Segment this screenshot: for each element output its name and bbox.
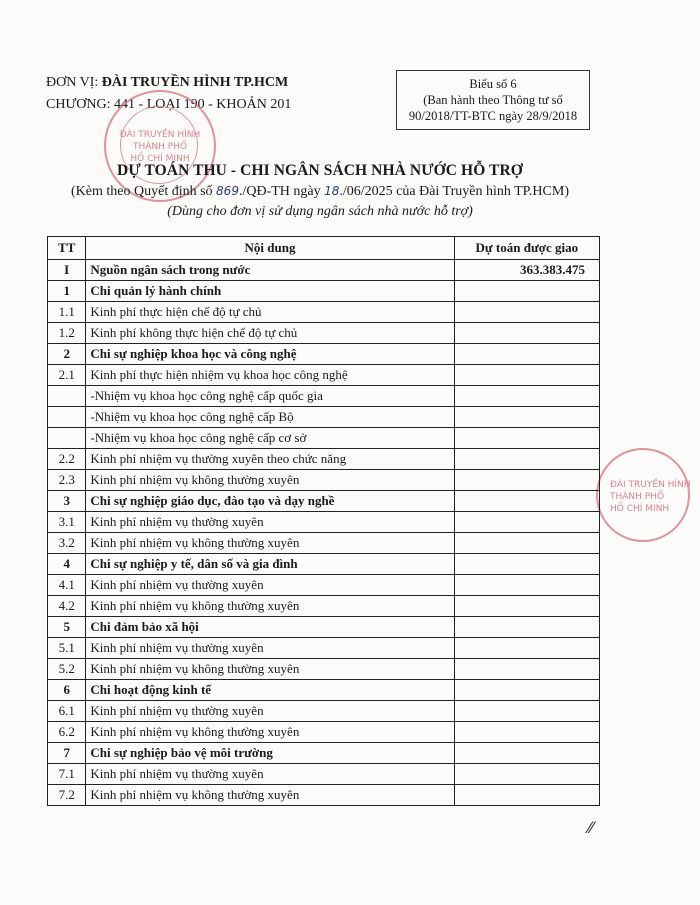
form-number: Biểu số 6 [469, 77, 517, 91]
table-row [48, 323, 600, 344]
row-tt: 7.1 [48, 764, 86, 785]
row-tt: 2.3 [48, 470, 86, 491]
table-row [48, 743, 600, 764]
row-content: Kinh phí nhiệm vụ thường xuyên [86, 764, 454, 785]
seal-text-1: ĐÀI TRUYỀN HÌNH [119, 130, 201, 140]
row-amount [454, 575, 599, 596]
table-row [48, 659, 600, 680]
partial-seal-stamp [596, 448, 690, 542]
decision-prefix: (Kèm theo Quyết định số [71, 184, 217, 199]
row-content: Kinh phí nhiệm vụ thường xuyên [86, 638, 454, 659]
partial-seal-text-2: THÀNH PHỐ [610, 492, 665, 502]
header-tt: TT [48, 237, 86, 260]
unit-name: ĐÀI TRUYỀN HÌNH TP.HCM [101, 75, 289, 90]
row-content: Kinh phí thực hiện chế độ tự chủ [86, 302, 454, 323]
form-circular-date: 90/2018/TT-BTC ngày 28/9/2018 [408, 109, 578, 123]
row-tt: 3 [48, 491, 86, 512]
budget-table [47, 236, 600, 806]
row-content: Kinh phí nhiệm vụ thường xuyên [86, 512, 454, 533]
form-number-box [396, 70, 590, 130]
table-row [48, 449, 600, 470]
row-content: Kinh phí thực hiện nhiệm vụ khoa học công nghệ [86, 365, 454, 386]
row-content: Chi đảm bảo xã hội [86, 617, 454, 638]
table-row [48, 428, 600, 449]
chapter-line: CHƯƠNG: 441 - LOẠI 190 - KHOẢN 201 [46, 97, 292, 112]
row-amount [454, 281, 599, 302]
row-amount [454, 554, 599, 575]
row-tt [48, 386, 86, 407]
partial-seal-text-1: ĐÀI TRUYỀN HÌNH [610, 480, 691, 490]
form-circular-line: (Ban hành theo Thông tư số [423, 93, 563, 107]
row-tt: 6.2 [48, 722, 86, 743]
row-tt: 5 [48, 617, 86, 638]
row-amount [454, 344, 599, 365]
row-content: Chi hoạt động kinh tế [86, 680, 454, 701]
table-row [48, 617, 600, 638]
decision-reference [0, 184, 640, 200]
row-amount [454, 743, 599, 764]
decision-suffix: ./06/2025 của Đài Truyền hình TP.HCM) [339, 184, 569, 199]
row-tt [48, 428, 86, 449]
row-amount [454, 470, 599, 491]
table-row [48, 386, 600, 407]
row-content: Chi sự nghiệp giáo dục, đào tạo và dạy nghề [86, 491, 454, 512]
row-amount [454, 323, 599, 344]
table-row [48, 512, 600, 533]
row-amount [454, 596, 599, 617]
row-amount [454, 785, 599, 806]
unit-label: ĐƠN VỊ: [46, 75, 99, 90]
usage-note: (Dùng cho đơn vị sử dụng ngân sách nhà nước hỗ trợ) [167, 204, 473, 219]
row-amount [454, 701, 599, 722]
table-row [48, 344, 600, 365]
table-row [48, 596, 600, 617]
row-tt: 1 [48, 281, 86, 302]
row-amount [454, 491, 599, 512]
row-amount [454, 533, 599, 554]
row-amount [454, 680, 599, 701]
row-amount [454, 722, 599, 743]
table-row [48, 638, 600, 659]
row-tt: 4 [48, 554, 86, 575]
row-content: Nguồn ngân sách trong nước [86, 260, 454, 281]
row-content: Chi quản lý hành chính [86, 281, 454, 302]
row-tt: 7.2 [48, 785, 86, 806]
table-header-row [48, 237, 600, 260]
row-content: Kinh phí nhiệm vụ thường xuyên [86, 575, 454, 596]
row-tt: 6.1 [48, 701, 86, 722]
partial-seal-text-3: HỒ CHÍ MINH [610, 504, 670, 514]
decision-number: 869 [216, 184, 239, 198]
initial-mark: ⁄⁄ [588, 818, 594, 837]
row-amount [454, 449, 599, 470]
row-tt: 5.1 [48, 638, 86, 659]
row-tt: 1.1 [48, 302, 86, 323]
row-tt: 4.1 [48, 575, 86, 596]
row-content: Kinh phí nhiệm vụ không thường xuyên [86, 785, 454, 806]
row-content: Kinh phí nhiệm vụ không thường xuyên [86, 596, 454, 617]
table-row [48, 764, 600, 785]
row-content: Kinh phí nhiệm vụ không thường xuyên [86, 722, 454, 743]
seal-text-2: THÀNH PHỐ [132, 142, 188, 152]
row-amount [454, 617, 599, 638]
row-amount [454, 428, 599, 449]
row-content: Kinh phí nhiệm vụ không thường xuyên [86, 533, 454, 554]
table-row [48, 701, 600, 722]
decision-middle: ./QĐ-TH ngày [238, 184, 325, 199]
row-amount: 363.383.475 [454, 260, 599, 281]
row-content: Chi sự nghiệp y tế, dân số và gia đình [86, 554, 454, 575]
table-row [48, 491, 600, 512]
row-content: -Nhiệm vụ khoa học công nghệ cấp Bộ [86, 407, 454, 428]
row-tt: 1.2 [48, 323, 86, 344]
row-content: Kinh phí nhiệm vụ không thường xuyên [86, 470, 454, 491]
table-row [48, 575, 600, 596]
row-amount [454, 302, 599, 323]
table-row [48, 470, 600, 491]
row-amount [454, 638, 599, 659]
row-content: -Nhiệm vụ khoa học công nghệ cấp cơ sở [86, 428, 454, 449]
row-tt [48, 407, 86, 428]
table-body [48, 260, 600, 806]
table-row [48, 533, 600, 554]
row-tt: 2 [48, 344, 86, 365]
header-amount: Dự toán được giao [454, 237, 599, 260]
table-row [48, 722, 600, 743]
row-content: Chi sự nghiệp khoa học và công nghệ [86, 344, 454, 365]
table-row [48, 554, 600, 575]
table-row [48, 407, 600, 428]
row-tt: 7 [48, 743, 86, 764]
row-content: Kinh phí không thực hiện chế độ tự chủ [86, 323, 454, 344]
row-tt: 3.1 [48, 512, 86, 533]
table-row [48, 365, 600, 386]
row-amount [454, 407, 599, 428]
row-amount [454, 764, 599, 785]
document-title: DỰ TOÁN THU - CHI NGÂN SÁCH NHÀ NƯỚC HỖ TRỢ [117, 162, 523, 179]
table-row [48, 302, 600, 323]
row-tt: 4.2 [48, 596, 86, 617]
row-tt: 3.2 [48, 533, 86, 554]
table-row [48, 281, 600, 302]
row-tt: 2.1 [48, 365, 86, 386]
row-content: Kinh phí nhiệm vụ không thường xuyên [86, 659, 454, 680]
row-tt: 6 [48, 680, 86, 701]
row-amount [454, 365, 599, 386]
row-content: Kinh phí nhiệm vụ thường xuyên [86, 701, 454, 722]
row-tt: 5.2 [48, 659, 86, 680]
table-row [48, 260, 600, 281]
row-content: Chi sự nghiệp bảo vệ môi trường [86, 743, 454, 764]
row-tt: I [48, 260, 86, 281]
table-row [48, 785, 600, 806]
decision-day: 18 [324, 184, 340, 198]
seal-text-3: HỒ CHÍ MINH [130, 154, 190, 164]
row-amount [454, 512, 599, 533]
row-amount [454, 386, 599, 407]
table-row [48, 680, 600, 701]
row-tt: 2.2 [48, 449, 86, 470]
row-content: Kinh phí nhiệm vụ thường xuyên theo chức năng [86, 449, 454, 470]
row-amount [454, 659, 599, 680]
header-content: Nội dung [86, 237, 454, 260]
row-content: -Nhiệm vụ khoa học công nghệ cấp quốc gia [86, 386, 454, 407]
